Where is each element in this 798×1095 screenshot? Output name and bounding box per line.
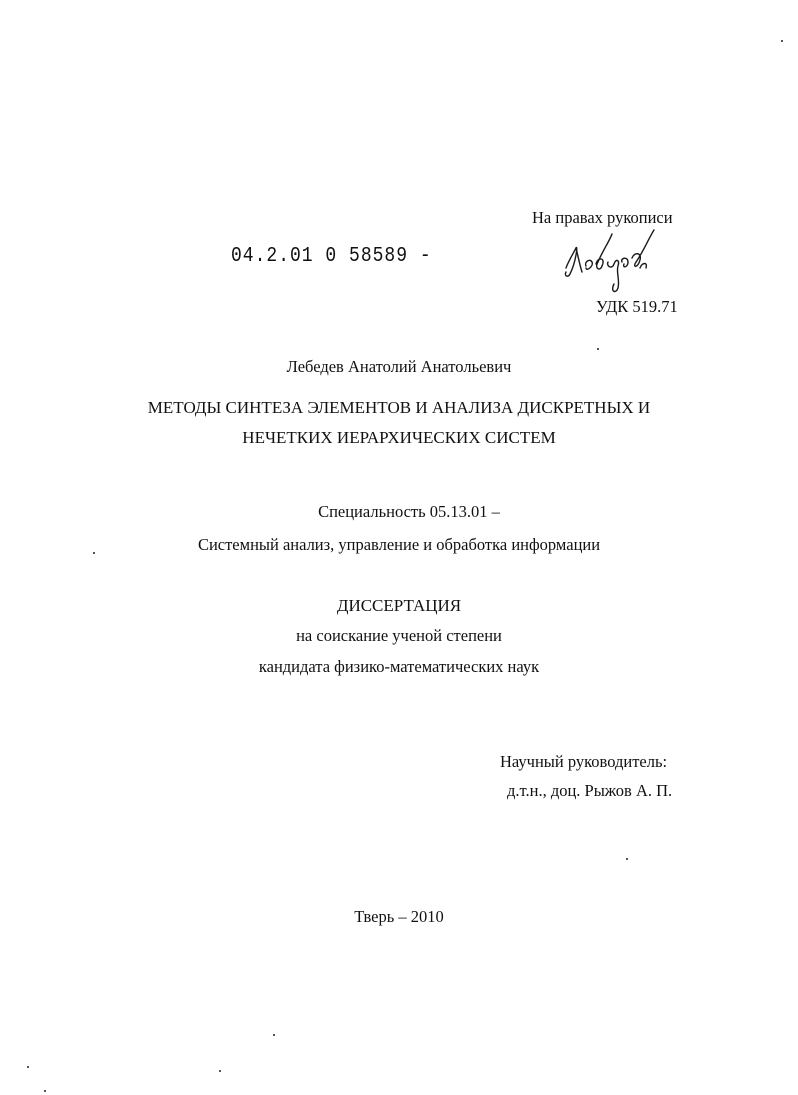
city-year: Тверь – 2010 [354,907,444,926]
thesis-title-line-1: МЕТОДЫ СИНТЕЗА ЭЛЕМЕНТОВ И АНАЛИЗА ДИСКРЕТНЫХ И [147,398,651,417]
scan-speck [27,1066,29,1068]
scan-speck [219,1070,221,1072]
document-type: ДИССЕРТАЦИЯ [336,596,462,615]
specialty-code: Специальность 05.13.01 – [318,502,500,521]
thesis-title-line-2: НЕЧЕТКИХ ИЕРАРХИЧЕСКИХ СИСТЕМ [242,428,556,447]
author-name: Лебедев Анатолий Анатольевич [286,357,512,376]
author-signature [556,222,676,300]
supervisor-name: д.т.н., доц. Рыжов А. П. [507,781,673,800]
scan-speck [626,858,628,860]
scan-speck [44,1090,46,1092]
manuscript-note: На правах рукописи [532,208,673,227]
scan-speck [597,348,599,350]
scan-speck [93,552,95,554]
scan-speck [273,1034,275,1036]
udk-code: УДК 519.71 [596,297,678,316]
supervisor-label: Научный руководитель: [500,752,668,771]
degree-purpose-line-1: на соискание ученой степени [296,626,502,645]
registration-stamp: 04.2.01 0 58589 - [231,244,432,268]
specialty-name: Системный анализ, управление и обработка информации [197,535,601,554]
scan-speck [781,40,783,42]
degree-purpose-line-2: кандидата физико-математических наук [258,657,540,676]
